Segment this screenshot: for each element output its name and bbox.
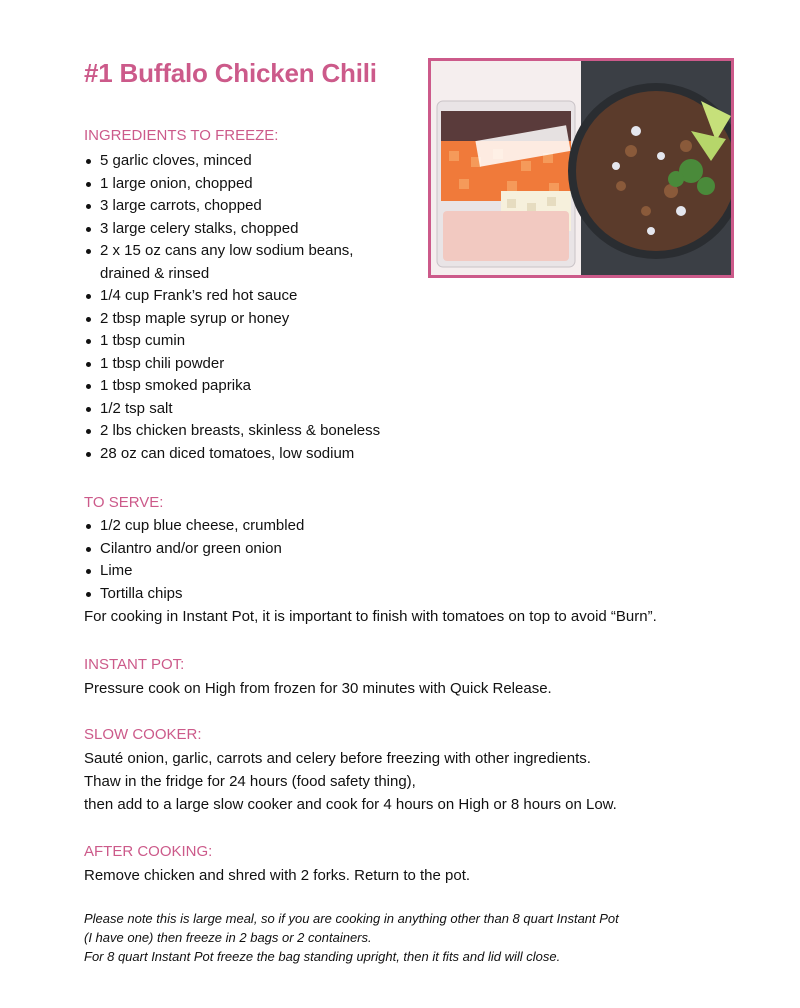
list-item: 3 large carrots, chopped: [84, 195, 380, 218]
serve-list: [84, 515, 304, 605]
list-item: 3 large celery stalks, chopped: [84, 218, 380, 241]
list-item: Cilantro and/or green onion: [84, 538, 304, 561]
after-cooking-heading: AFTER COOKING:: [84, 843, 213, 860]
footnote-line: (I have one) then freeze in 2 bags or 2 containers.: [84, 930, 372, 945]
slow-cooker-text: [84, 747, 617, 816]
list-item: 1/4 cup Frank’s red hot sauce: [84, 285, 380, 308]
slow-cooker-heading: SLOW COOKER:: [84, 726, 202, 743]
list-item: Tortilla chips: [84, 583, 304, 606]
list-item: 1 tbsp smoked paprika: [84, 375, 380, 398]
serve-note: For cooking in Instant Pot, it is important to finish with tomatoes on top to avoid “Burn”.: [84, 608, 657, 625]
list-item: 1 large onion, chopped: [84, 173, 380, 196]
recipe-photo-illustration: [431, 61, 731, 275]
instant-pot-heading: INSTANT POT:: [84, 656, 185, 673]
footnote: [84, 909, 619, 966]
list-item: [84, 240, 380, 285]
list-item: Lime: [84, 560, 304, 583]
serve-heading: TO SERVE:: [84, 494, 164, 511]
list-item: 2 lbs chicken breasts, skinless & boneless: [84, 420, 380, 443]
list-item-text: 2 x 15 oz cans any low sodium beans,: [100, 242, 354, 259]
recipe-title: #1 Buffalo Chicken Chili: [84, 58, 377, 88]
slow-cooker-line: then add to a large slow cooker and cook for 4 hours on High or 8 hours on Low.: [84, 796, 617, 813]
footnote-line: For 8 quart Instant Pot freeze the bag standing upright, then it fits and lid will close.: [84, 949, 561, 964]
list-item: 1/2 cup blue cheese, crumbled: [84, 515, 304, 538]
list-item: 1 tbsp cumin: [84, 330, 380, 353]
freeze-ingredients-list: [84, 150, 380, 465]
list-item: 1 tbsp chili powder: [84, 353, 380, 376]
slow-cooker-line: Sauté onion, garlic, carrots and celery before freezing with other ingredients.: [84, 750, 591, 767]
instant-pot-text: Pressure cook on High from frozen for 30 minutes with Quick Release.: [84, 680, 552, 697]
list-item: 1/2 tsp salt: [84, 398, 380, 421]
list-item: 2 tbsp maple syrup or honey: [84, 308, 380, 331]
footnote-line: Please note this is large meal, so if you are cooking in anything other than 8 quart Instant Pot: [84, 911, 619, 926]
list-item-continuation: drained & rinsed: [100, 264, 210, 282]
list-item: 5 garlic cloves, minced: [84, 150, 380, 173]
slow-cooker-line: Thaw in the fridge for 24 hours (food safety thing),: [84, 773, 416, 790]
list-item: 28 oz can diced tomatoes, low sodium: [84, 443, 380, 466]
recipe-photo: [428, 58, 734, 278]
after-cooking-text: Remove chicken and shred with 2 forks. Return to the pot.: [84, 867, 471, 884]
freeze-heading: INGREDIENTS TO FREEZE:: [84, 127, 279, 144]
